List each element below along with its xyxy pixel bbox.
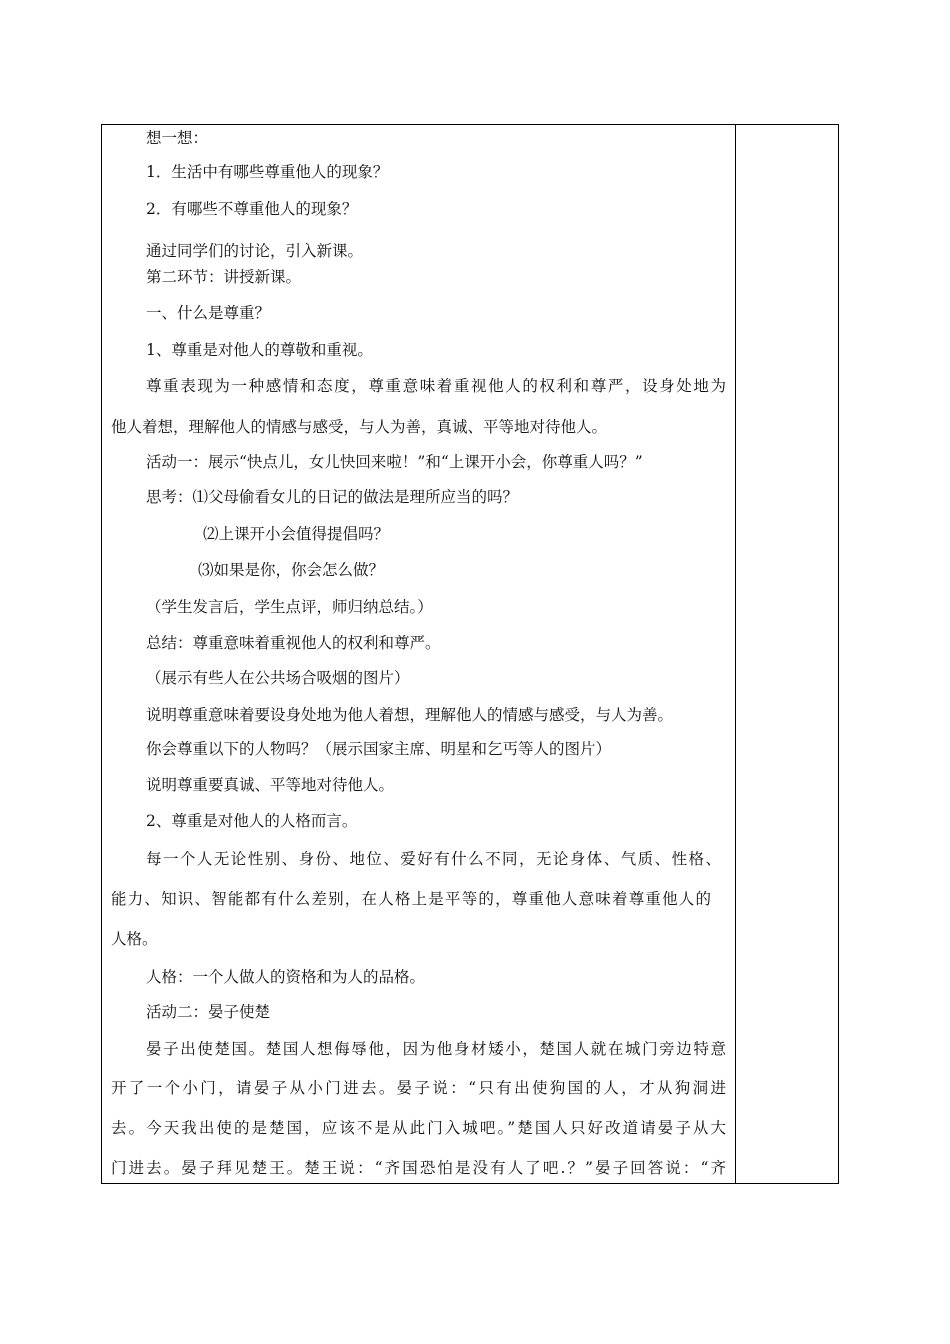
text-line: 说明尊重要真诚、平等地对待他人。 [146, 776, 395, 794]
text-line: 活动二：晏子使楚 [146, 1003, 271, 1021]
text-line: 每一个人无论性别、身份、地位、爱好有什么不同，无论身体、气质、性格、 [146, 850, 721, 868]
text-line: 开了一个小门，请晏子从小门进去。晏子说：“只有出使狗国的人，才从狗洞进 [111, 1079, 726, 1097]
text-line: ⑵上课开小会值得提倡吗？ [203, 525, 390, 543]
text-line: 总结：尊重意味着重视他人的权利和尊严。 [146, 634, 441, 652]
text-line: 2．有哪些不尊重他人的现象？ [146, 200, 358, 218]
text-line: 第二环节：讲授新课。 [146, 268, 302, 286]
text-line: ⑶如果是你，你会怎么做？ [198, 561, 385, 579]
text-line: 晏子出使楚国。楚国人想侮辱他，因为他身材矮小，楚国人就在城门旁边特意 [146, 1040, 726, 1058]
text-line: 一、什么是尊重？ [146, 304, 271, 322]
text-line: （展示有些人在公共场合吸烟的图片） [146, 669, 410, 687]
text-line: （学生发言后，学生点评，师归纳总结。） [146, 598, 433, 616]
text-line: 人格。 [111, 930, 158, 948]
text-line: 他人着想，理解他人的情感与感受，与人为善，真诚、平等地对待他人。 [111, 418, 608, 436]
text-line: 活动一：展示“快点儿，女儿快回来啦！”和“上课开小会，你尊重人吗？” [146, 453, 643, 471]
text-line: 2、尊重是对他人的人格而言。 [146, 812, 358, 830]
text-line: 你会尊重以下的人物吗？（展示国家主席、明星和乞丐等人的图片） [146, 740, 612, 758]
text-line: 尊重表现为一种感情和态度，尊重意味着重视他人的权利和尊严，设身处地为 [146, 377, 726, 395]
text-line: 通过同学们的讨论，引入新课。 [146, 242, 364, 260]
text-line: 1．生活中有哪些尊重他人的现象？ [146, 163, 389, 181]
text-line: 说明尊重意味着要设身处地为他人着想，理解他人的情感与感受，与人为善。 [146, 706, 674, 724]
text-line: 能力、知识、智能都有什么差别，在人格上是平等的，尊重他人意味着尊重他人的 [111, 890, 711, 908]
column-divider [735, 125, 736, 1183]
text-line: 去。今天我出使的是楚国，应该不是从此门入城吧。”楚国人只好改道请晏子从大 [111, 1119, 726, 1137]
text-line: 1、尊重是对他人的尊敬和重视。 [146, 341, 373, 359]
text-line: 门进去。晏子拜见楚王。楚王说：“齐国恐怕是没有人了吧.？”晏子回答说：“齐 [111, 1159, 726, 1177]
text-line: 想一想： [146, 129, 209, 147]
text-line: 人格：一个人做人的资格和为人的品格。 [146, 968, 426, 986]
text-line: 思考：⑴父母偷看女儿的日记的做法是理所应当的吗？ [146, 488, 519, 506]
